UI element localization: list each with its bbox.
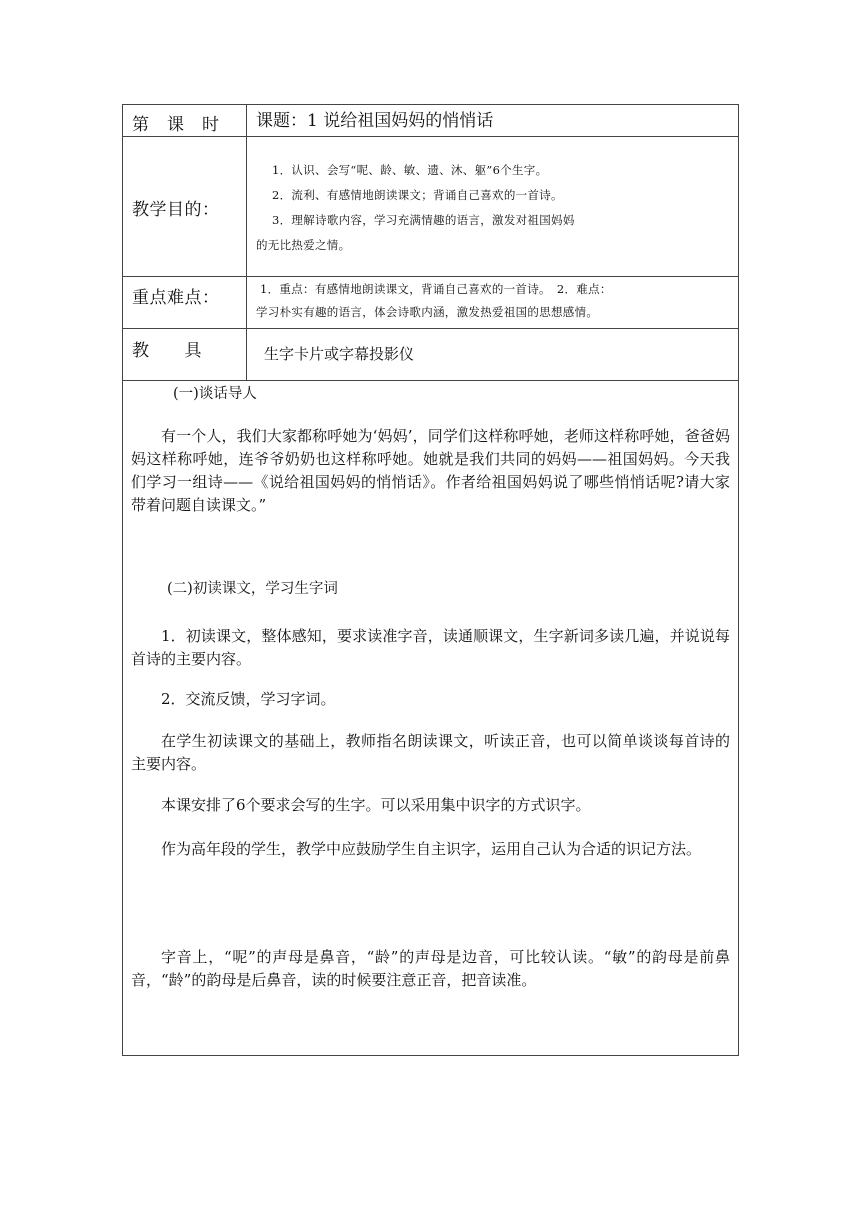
objectives-label: 教学目的： [132, 200, 220, 220]
paragraph: 字音上，“呢”的声母是鼻音，“龄”的声母是边音，可比较认读。“敏”的韵母是前鼻音，“龄”的韵母是后鼻音，读的时候要注意正音，把音读准。 [131, 948, 730, 989]
key-points-line: 1．重点：有感情地朗读课文，背诵自己喜欢的一首诗。 2．难点： [260, 282, 612, 296]
key-points-line: 学习朴实有趣的语言，体会诗歌内涵，激发热爱祖国的思想感情。 [256, 305, 599, 319]
paragraph: 有一个人，我们大家都称呼她为‘妈妈’，同学们这样称呼她，老师这样称呼她，爸爸妈妈这样称呼她，连爷爷奶奶也这样称呼她。她就是我们共同的妈妈——祖国妈妈。今天我们学习一组诗——《说给祖国妈妈的悄悄话》。作者给祖国妈妈说了哪些悄悄话呢?请大家带着问题自读课文。” [131, 427, 730, 514]
paragraph: 2．交流反馈，学习字词。 [161, 690, 336, 708]
label-cell [123, 329, 247, 380]
label-cell [123, 277, 247, 328]
row-objectives [123, 137, 738, 277]
lesson-label: 第 课 时 [132, 115, 220, 135]
objective-line: 3．理解诗歌内容，学习充满情趣的语言，激发对祖国妈妈 [272, 213, 575, 227]
lesson-plan-table [122, 104, 739, 1056]
objective-line: 的无比热爱之情。 [256, 238, 351, 252]
objective-line: 1．认识、会写“呢、龄、敏、遗、沐、躯”6个生字。 [272, 163, 548, 177]
section-heading: (二)初读课文，学习生字词 [167, 581, 338, 597]
paragraph: 在学生初读课文的基础上，教师指名朗读课文，听读正音，也可以简单谈谈每首诗的主要内容。 [131, 732, 730, 773]
section-heading: (一)谈话导人 [173, 386, 257, 402]
tools-value: 生字卡片或字幕投影仪 [264, 345, 415, 363]
paragraph: 作为高年段的学生，教学中应鼓励学生自主识字，运用自己认为合适的识记方法。 [161, 840, 702, 858]
tools-cell [248, 329, 738, 380]
key-points-label: 重点难点： [132, 288, 220, 308]
objective-line: 2．流利、有感情地朗读课文；背诵自己喜欢的一首诗。 [272, 188, 563, 202]
paragraph: 1．初读课文，整体感知，要求读准字音，读通顺课文，生字新词多读几遍，并说说每首诗的主要内容。 [131, 627, 730, 668]
paragraph: 本课安排了6个要求会写的生字。可以采用集中识字的方式识字。 [161, 796, 591, 814]
tools-label: 教 具 [132, 341, 202, 361]
row-lesson [123, 105, 738, 137]
lesson-title: 课题：1 说给祖国妈妈的悄悄话 [256, 111, 494, 131]
key-points-cell [248, 277, 738, 328]
value-cell [248, 105, 738, 136]
label-cell [123, 137, 247, 276]
row-tools [123, 329, 738, 381]
objectives-cell [248, 137, 738, 276]
row-key-points [123, 277, 738, 329]
label-cell [123, 105, 247, 136]
lesson-content [123, 381, 738, 1055]
